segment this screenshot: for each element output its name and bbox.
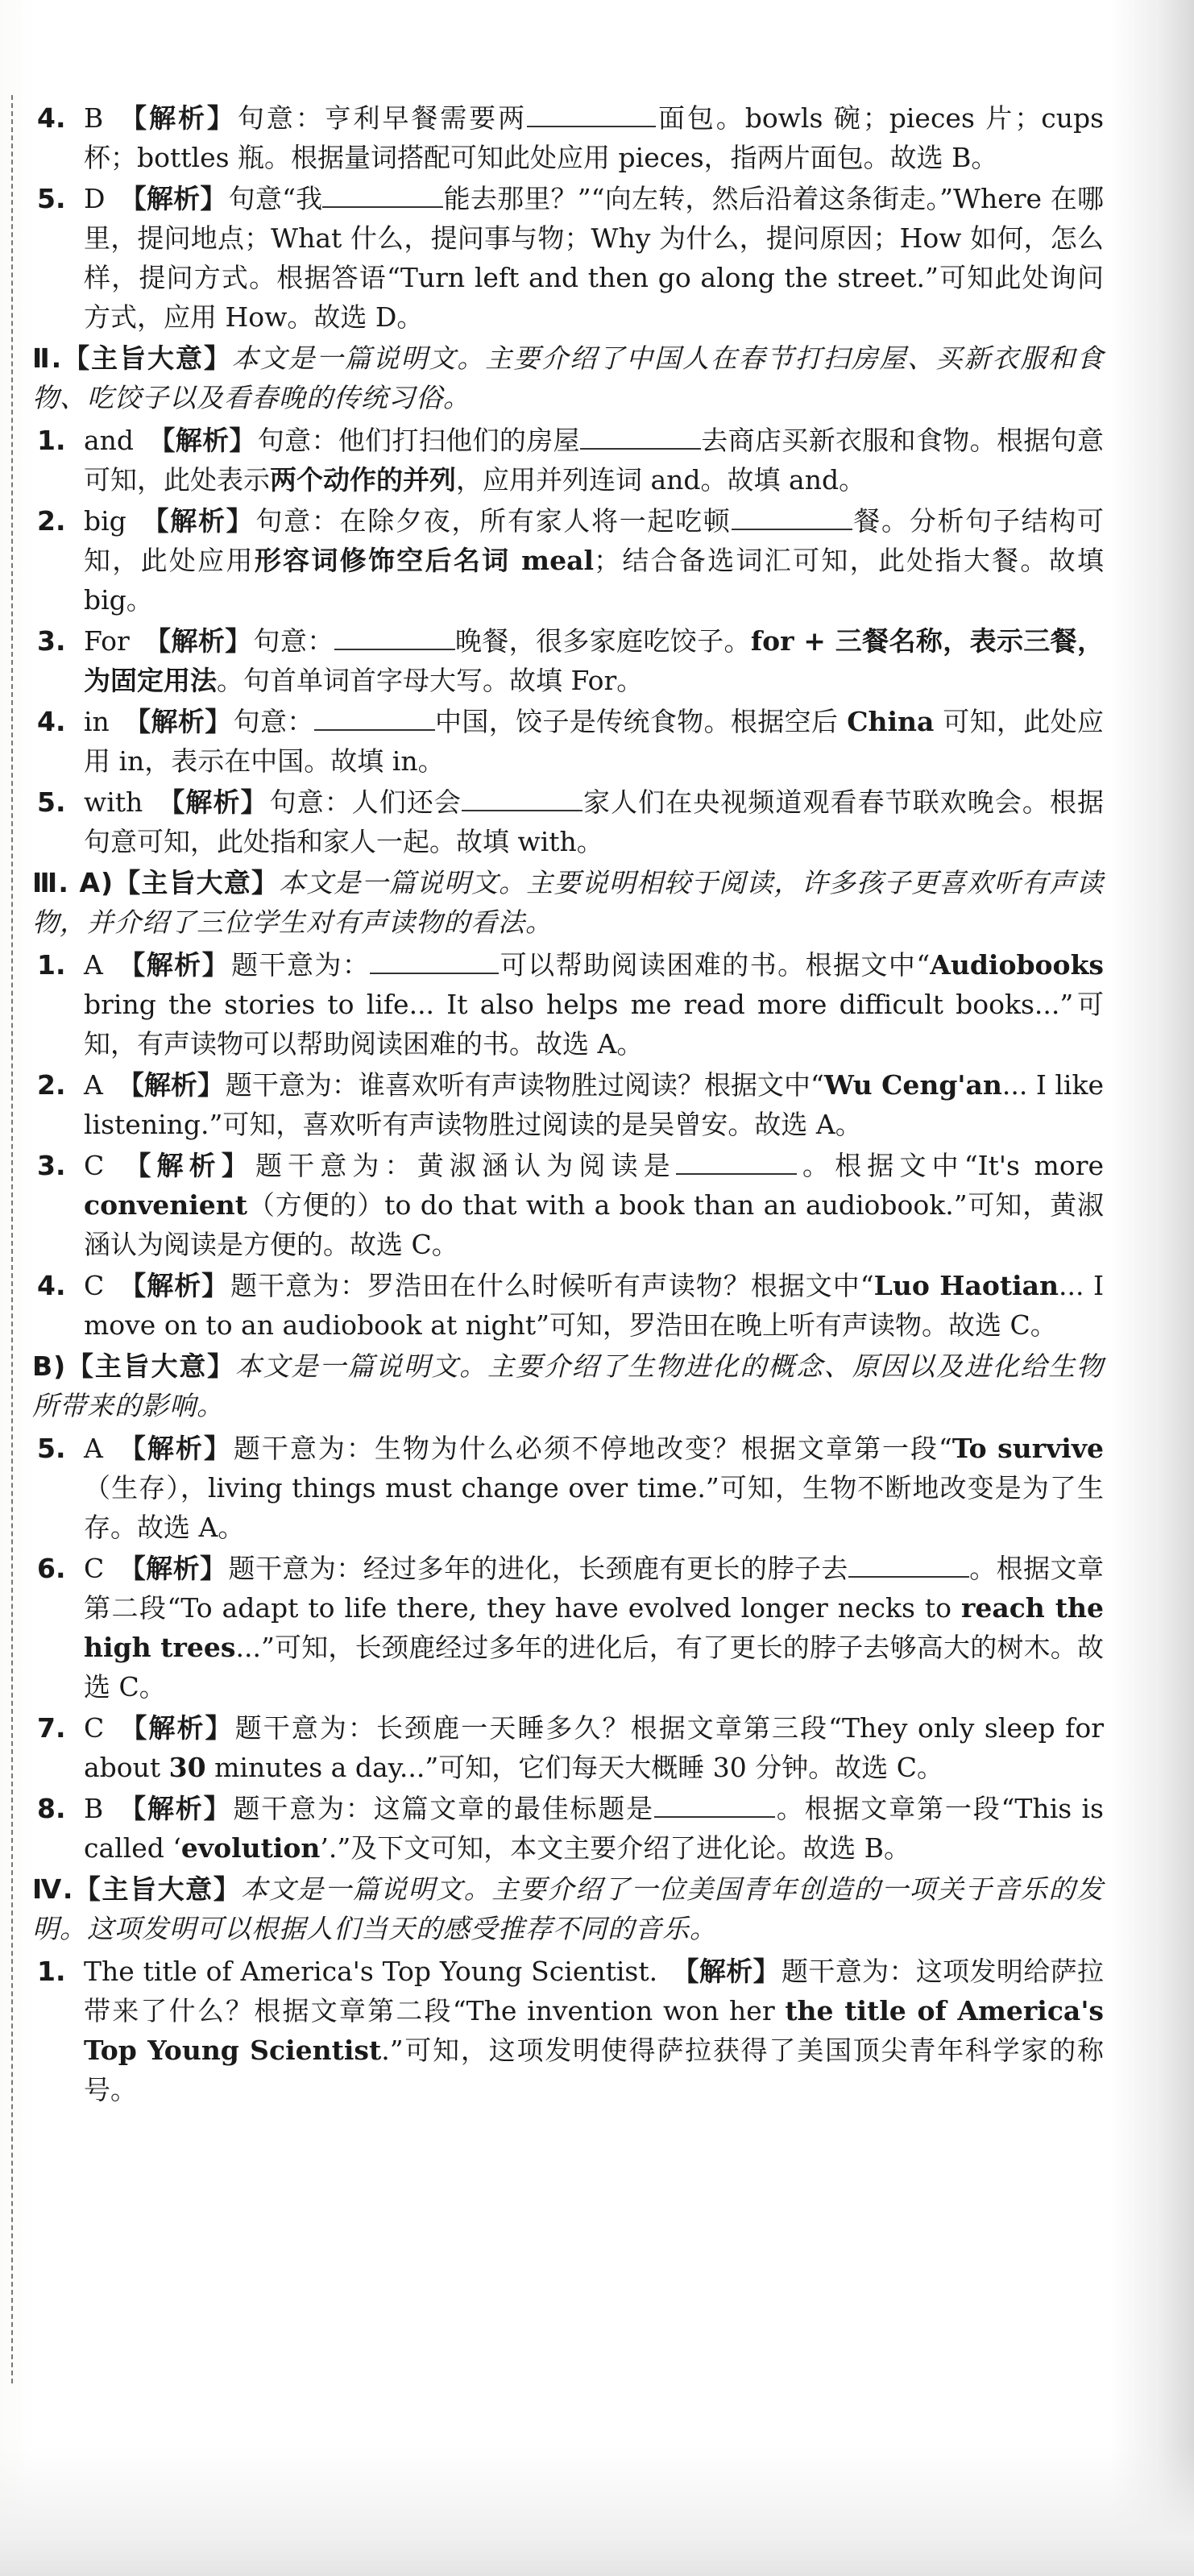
- analysis-text: 题干意为：黄淑涵认为阅读是: [255, 1150, 676, 1181]
- margin-dashed-rule: [11, 95, 13, 2383]
- section-heading: Ⅳ.【主旨大意】: [32, 1873, 242, 1905]
- item-number: 3.: [37, 1150, 66, 1181]
- answer: D: [84, 183, 106, 214]
- item-number: 1.: [37, 949, 66, 981]
- analysis-tag: 【解析】: [143, 625, 252, 657]
- bold-phrase: Audiobooks: [930, 949, 1105, 981]
- answer-item: [32, 621, 1104, 700]
- answer-blank: [654, 1792, 775, 1818]
- section-heading: Ⅲ. A)【主旨大意】: [32, 867, 280, 898]
- summary-text: 本文是一篇说明文。主要介绍了生物进化的概念、原因以及进化给生物所带来的影响。: [32, 1350, 1104, 1421]
- analysis-tag: 【解析】: [118, 1712, 234, 1744]
- answer-item: [32, 98, 1104, 177]
- answer: B: [84, 1793, 104, 1824]
- section-summary: [32, 338, 1104, 417]
- section-heading: Ⅱ.【主旨大意】: [32, 342, 232, 374]
- answer-item: [32, 1266, 1104, 1345]
- analysis-text: 中国，饺子是传统食物。根据空后: [434, 706, 848, 737]
- analysis-text: 句意：: [233, 706, 314, 737]
- answer-item: [32, 1549, 1104, 1707]
- item-number: 5.: [37, 1433, 66, 1464]
- answer: C: [84, 1553, 105, 1584]
- analysis-text: 。根据文中“It's more: [796, 1150, 1105, 1181]
- analysis-text: bring the stories to life... It also helps me read more difficult books...”可知，有声读物可以帮助阅读困难的书。故选 A。: [84, 989, 1104, 1060]
- analysis-text: 题干意为：这项发明给萨拉带来了什么？根据文章第二段“The invention won her: [84, 1956, 1105, 2026]
- answer: B: [84, 102, 104, 134]
- bold-phrase: the title of America's Top Young Scientist: [84, 1995, 1105, 2066]
- answer-item: [32, 501, 1104, 620]
- analysis-tag: 【解析】: [117, 1069, 224, 1101]
- answer: C: [84, 1712, 105, 1744]
- answer: A: [84, 1069, 103, 1101]
- analysis-text: 题干意为：谁喜欢听有声读物胜过阅读？根据文中“: [225, 1069, 824, 1101]
- item-number: 5.: [37, 183, 66, 214]
- bold-phrase: To survive: [951, 1433, 1105, 1464]
- answer: For: [84, 625, 130, 657]
- item-number: 1.: [37, 1956, 66, 1987]
- answer-blank: [580, 424, 701, 450]
- analysis-text: ，应用并列连词 and。故填 and。: [456, 464, 866, 496]
- analysis-text: （生存），living things must change over time.”可知，生物不断地改变是为了生存。故选 A。: [84, 1472, 1104, 1543]
- analysis-text: 可以帮助阅读困难的书。根据文中“: [499, 949, 931, 981]
- answer-item: [32, 1146, 1104, 1264]
- answer: C: [84, 1150, 105, 1181]
- item-number: 2.: [37, 505, 66, 537]
- bottom-shadow: [0, 2447, 1194, 2576]
- summary-text: 本文是一篇说明文。主要说明相较于阅读，许多孩子更喜欢听有声读物，并介绍了三位学生对有声读物的看法。: [32, 867, 1105, 938]
- analysis-text: 句意：在除夕夜，所有家人将一起吃顿: [255, 505, 732, 537]
- answer: A: [84, 949, 103, 981]
- analysis-text: ’.”及下文可知，本文主要介绍了进化论。故选 B。: [320, 1832, 910, 1864]
- item-number: 6.: [37, 1553, 66, 1584]
- bold-phrase: 30: [168, 1752, 206, 1783]
- item-number: 2.: [37, 1069, 66, 1101]
- analysis-text: 题干意为：生物为什么必须不停地改变？根据文章第一段“: [233, 1433, 952, 1464]
- answer: C: [84, 1270, 105, 1301]
- answer-blank: [314, 705, 435, 731]
- analysis-tag: 【解析】: [672, 1956, 780, 1987]
- analysis-text: 句意：: [253, 625, 334, 657]
- bold-phrase: 两个动作的并列: [270, 464, 456, 496]
- answer-item: [32, 702, 1104, 781]
- answer-item: [32, 179, 1104, 337]
- item-number: 7.: [37, 1712, 66, 1744]
- analysis-text: ；结合备选词汇可知，此处指大餐。故填 big。: [84, 545, 1105, 616]
- answer-blank: [676, 1149, 797, 1175]
- analysis-text: 晚餐，很多家庭吃饺子。: [454, 625, 751, 657]
- bold-phrase: evolution: [180, 1832, 321, 1864]
- analysis-text: ...”可知，长颈鹿经过多年的进化后，有了更长的脖子去够高大的树木。故选 C。: [84, 1632, 1104, 1703]
- answer: big: [84, 505, 126, 537]
- analysis-text: 面包。bowls 碗；pieces 片；cups 杯；bottles 瓶。根据量词搭配可知此处应用 pieces，指两片面包。故选 B。: [84, 102, 1105, 173]
- analysis-text: 。句首单词首字母大写。故填 For。: [217, 665, 644, 696]
- answer-item: [32, 1952, 1104, 2109]
- item-number: 8.: [37, 1793, 66, 1824]
- item-number: 5.: [37, 786, 66, 818]
- analysis-text: 去商店买新衣服和食物。根据句意可知，此处表示: [84, 425, 1105, 496]
- analysis-text: 句意：他们打扫他们的房屋: [257, 425, 580, 456]
- analysis-text: 可知，此处应用 in，表示在中国。故填 in。: [84, 706, 1104, 777]
- answer-item: [32, 1065, 1104, 1144]
- analysis-tag: 【解析】: [118, 1270, 230, 1301]
- analysis-tag: 【解析】: [157, 786, 268, 818]
- analysis-tag: 【解析】: [117, 1433, 232, 1464]
- answer-blank: [527, 102, 656, 127]
- analysis-text: 。根据文章第二段“To adapt to life there, they have evolved longer necks to: [84, 1553, 1105, 1624]
- bold-phrase: convenient: [84, 1189, 248, 1221]
- section-summary: [32, 863, 1104, 942]
- analysis-text: ... I like listening.”可知，喜欢听有声读物胜过阅读的是吴曾安。故选 A。: [84, 1069, 1105, 1140]
- analysis-tag: 【解析】: [119, 183, 227, 214]
- answer-item: [32, 782, 1104, 861]
- analysis-text: 题干意为：罗浩田在什么时候听有声读物？根据文中“: [230, 1270, 874, 1301]
- answer-blank: [462, 786, 582, 811]
- item-number: 1.: [37, 425, 66, 456]
- analysis-text: 句意：亨利早餐需要两: [237, 102, 528, 134]
- answer-blank: [370, 948, 499, 974]
- answer: with: [84, 786, 143, 818]
- analysis-text: 。根据文章第一段“This is called ‘: [84, 1793, 1104, 1864]
- analysis-text: 题干意为：: [231, 949, 371, 981]
- analysis-text: ... I move on to an audiobook at night”可知，罗浩田在晚上听有声读物。故选 C。: [84, 1270, 1105, 1341]
- analysis-text: minutes a day...”可知，它们每天大概睡 30 分钟。故选 C。: [205, 1752, 943, 1783]
- analysis-text: 句意“我: [228, 183, 323, 214]
- analysis-tag: 【解析】: [118, 1793, 232, 1824]
- section-heading: B)【主旨大意】: [32, 1350, 235, 1382]
- answer-item: [32, 1789, 1104, 1868]
- analysis-text: 家人们在央视频道观看春节联欢晚会。根据句意可知，此处指和家人一起。故填 with。: [84, 786, 1105, 857]
- analysis-text: .”可知，这项发明使得萨拉获得了美国顶尖青年科学家的称号。: [84, 2035, 1104, 2105]
- summary-text: 本文是一篇说明文。主要介绍了一位美国青年创造的一项关于音乐的发明。这项发明可以根据人们当天的感受推荐不同的音乐。: [32, 1873, 1105, 1944]
- answer-blank: [322, 182, 443, 208]
- bold-phrase: China: [847, 706, 935, 737]
- answer-item: [32, 1429, 1104, 1547]
- answer-blank: [848, 1552, 969, 1578]
- analysis-tag: 【解析】: [140, 505, 255, 537]
- answer: The title of America's Top Young Scientist.: [84, 1956, 658, 1987]
- section-summary: [32, 1346, 1104, 1425]
- analysis-text: 句意：人们还会: [269, 786, 462, 818]
- analysis-text: （方便的）to do that with a book than an audiobook.”可知，黄淑涵认为阅读是方便的。故选 C。: [84, 1189, 1104, 1260]
- answer-blank: [732, 504, 852, 530]
- answer: A: [84, 1433, 103, 1464]
- answer-item: [32, 421, 1104, 500]
- bold-phrase: for + 三餐名称，表示三餐，为固定用法: [84, 625, 1105, 696]
- bold-phrase: Luo Haotian: [873, 1270, 1059, 1301]
- bold-phrase: 形容词修饰空后名词 meal: [254, 545, 595, 576]
- analysis-tag: 【解析】: [118, 1553, 227, 1584]
- item-number: 3.: [37, 625, 66, 657]
- bold-phrase: reach the high trees: [84, 1592, 1104, 1663]
- analysis-text: 题干意为：这篇文章的最佳标题是: [233, 1793, 655, 1824]
- analysis-tag: 【解析】: [117, 949, 230, 981]
- analysis-tag: 【解析】: [123, 706, 232, 737]
- answer: in: [84, 706, 110, 737]
- analysis-text: 能去那里？”“向左转，然后沿着这条街走。”Where 在哪里，提问地点；What 什么，提问事与物；Why 为什么，提问原因；How 如何，怎么样，提问方式。根据答语“Turn left and then go along the street.”可知此处询问方式，应用 How。故选 D。: [84, 183, 1104, 333]
- analysis-tag: 【解析】: [118, 1150, 254, 1181]
- answer: and: [84, 425, 135, 456]
- analysis-tag: 【解析】: [118, 102, 236, 134]
- summary-text: 本文是一篇说明文。主要介绍了中国人在春节打扫房屋、买新衣服和食物、吃饺子以及看春晚的传统习俗。: [32, 342, 1104, 413]
- analysis-text: 餐。分析句子结构可知，此处应用: [84, 505, 1105, 576]
- item-number: 4.: [37, 1270, 66, 1301]
- answer-explanations: [32, 98, 1104, 2111]
- bold-phrase: Wu Ceng'an: [823, 1069, 1002, 1101]
- analysis-tag: 【解析】: [148, 425, 256, 456]
- answer-blank: [334, 624, 455, 650]
- answer-item: [32, 1708, 1104, 1787]
- item-number: 4.: [37, 706, 66, 737]
- answer-item: [32, 945, 1104, 1064]
- analysis-text: 题干意为：经过多年的进化，长颈鹿有更长的脖子去: [228, 1553, 848, 1584]
- item-number: 4.: [37, 102, 66, 134]
- section-summary: [32, 1869, 1104, 1948]
- analysis-text: 题干意为：长颈鹿一天睡多久？根据文章第三段“They only sleep for about: [84, 1712, 1105, 1783]
